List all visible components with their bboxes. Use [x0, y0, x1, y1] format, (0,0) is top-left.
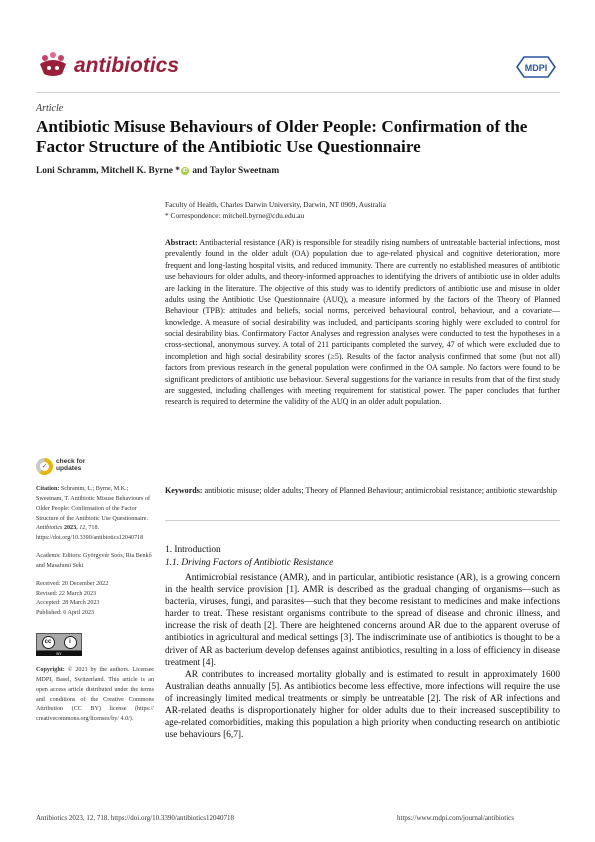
mdpi-logo-icon: [516, 56, 556, 78]
date-accepted: Accepted: 28 March 2023: [36, 600, 100, 607]
abstract-text: Antibacterial resistance (AR) is responsible for steadily rising numbers of untreatable bacterial infections, most prevalently found in the older adult (OA) population due to age-related physical and cognitive deterioration, more frequent and long-lasting hospital visits, and reduced immunity. There are currently no established measures of antibiotic use behaviours for older adults, and theory-informed approaches to identifying the drivers of antibiotic use in older adults are lacking in the literature. The objective of this study was to identify predictors of antibiotic use and misuse in older adults using the Antibiotic Use Questionnaire (AUQ), a measure informed by the factors of the Theory of Planned Behaviour (TPB): attitudes and beliefs, social norms, perceived behavioural control, behaviour, and a covariate—knowledge. A measure of social desirability was included, and participants scoring highly were excluded to control for social desirability bias. Confirmatory Factor Analyses and regression analyses were conducted to test the hypotheses in a cross-sectional, anonymous survey. A total of 211 participants completed the survey, 47 of which were excluded due to incompletion and high social desirability scores (≥5). Results of the factor analysis confirmed that some (but not all) factors from previous research in the general population were confirmed in the OA sample. No factors were found to be significant predictors of antibiotic use behaviour. Several suggestions for the variance in results from that of the first study are suggested, including challenges with meeting requirement for statistical power. The paper concludes that further research is required to determine the validity of the AUQ in an older adult population.: [165, 238, 560, 407]
copyright-label: Copyright:: [36, 666, 65, 673]
subsection-heading: 1.1. Driving Factors of Antibiotic Resistance: [165, 558, 334, 568]
cc-badge-box: [36, 633, 82, 651]
copyright: [36, 666, 154, 725]
check-updates-line1: check for: [56, 458, 86, 465]
mdpi-logo-text: MDPI: [524, 63, 548, 73]
citation-year: 2023,: [63, 525, 78, 532]
antibiotics-logo-icon: [36, 50, 70, 80]
article-title: Antibiotic Misuse Behaviours of Older People: Confirmation of the Factor Structure of the Antibiotic Use Questionnaire: [36, 117, 528, 156]
check-updates-line2: updates: [56, 465, 82, 472]
abstract: [165, 237, 560, 408]
header-divider: [36, 92, 560, 93]
body-paragraph: AR contributes to increased mortality globally and is estimated to result in approximately 1600 Australian deaths annually [5]. As antibiotics become less effective, more infections will require the use of increasingly limited medical treatments or simply be untreatable [2]. The risk of AR infections and AR-related deaths is disproportionately higher for older adults due to their increased susceptibility to age-related comorbidities, making this population a high priority when conducting research on antibiotic use behaviours [6,7].: [165, 669, 560, 741]
orcid-icon[interactable]: iD: [182, 168, 188, 174]
affiliations: [165, 199, 386, 221]
footer-journal-url[interactable]: https://www.mdpi.com/journal/antibiotics: [397, 814, 514, 822]
check-for-updates-button[interactable]: [36, 457, 116, 477]
check-icon: ✓: [41, 462, 48, 470]
journal-name[interactable]: antibiotics: [74, 54, 180, 77]
date-revised: Revised: 22 March 2023: [36, 590, 97, 597]
cc-by-license-badge[interactable]: [36, 633, 82, 656]
body-paragraph: Antimicrobial resistance (AMR), and in particular, antibiotic resistance (AR), is a growing concern in the health service provision [1]. AMR is described as the gradual changing of organisms—such as bacteria, viruses, fungi, and parasites—such that they become resistant to medicines and make infections harder to treat. These resistant organisms contribute to the spread of disease and chronic illness, and increase the risk of death [2]. There are heightened concerns around AR due to the apparent overuse of antibiotics in agricultural and medical settings [3]. The indiscriminate use of antibiotics is thought to be a driver of AR as bacterium develop defenses against antibiotics, resulting in a loss of efficiency in disease treatment [4].: [165, 573, 560, 668]
citation-label: Citation:: [36, 486, 60, 492]
keywords: [165, 485, 560, 496]
date-received: Received: 20 December 2022: [36, 580, 109, 587]
article-type: Article: [36, 103, 64, 114]
copyright-text: © 2023 by the authors. Licensee MDPI, Basel, Switzerland. This article is an open access article distributed under the terms and conditions of the Creative Commons Attribution (CC BY) license (https:// creativecommons.org/licenses/by/ 4.0/).: [36, 666, 154, 723]
academic-editors: Academic Editors: Györgyvér Soós, Ria Benkő and Masafumi Seki: [36, 553, 152, 569]
citation-text: Schramm, L.; Byrne, M.K.; Sweetnam, T. Antibiotic Misuse Behaviours of Older People: Confirmation of the Factor Structure of the Antibiotic Use Questionnaire.: [36, 486, 151, 522]
attribution-icon: i: [64, 636, 77, 649]
keywords-divider: [165, 520, 560, 521]
citation-volume: 12,: [79, 525, 87, 532]
check-updates-label: [56, 458, 85, 472]
citation-journal: Antibiotics: [36, 525, 63, 532]
keywords-label: Keywords:: [165, 486, 203, 495]
cc-by-label: BY: [36, 651, 82, 656]
author-names-2: and Taylor Sweetnam: [190, 166, 280, 176]
footer-citation[interactable]: Antibiotics 2023, 12, 718. https://doi.org/10.3390/antibiotics12040718: [36, 814, 235, 822]
mdpi-logo[interactable]: [516, 56, 556, 78]
check-updates-icon: [36, 458, 53, 475]
citation: [36, 485, 154, 544]
article-sidebar: [36, 485, 154, 725]
author-list: [36, 166, 279, 176]
correspondence[interactable]: * Correspondence: mitchell.byrne@cdu.edu.au: [165, 211, 305, 220]
keywords-text: antibiotic misuse; older adults; Theory of Planned Behaviour; antimicrobial resistance; antibiotic stewardship: [204, 486, 557, 495]
author-names: Loni Schramm, Mitchell K. Byrne *: [36, 166, 180, 176]
abstract-label: Abstract:: [165, 238, 198, 247]
affiliation: Faculty of Health, Charles Darwin University, Darwin, NT 0909, Australia: [165, 200, 386, 209]
cc-icon: cc: [42, 636, 55, 649]
date-published: Published: 6 April 2023: [36, 610, 95, 617]
citation-doi-link[interactable]: 718. https://doi.org/10.3390/antibiotics12040718: [36, 525, 144, 542]
body-text: [165, 572, 560, 741]
section-heading: 1. Introduction: [165, 545, 221, 555]
